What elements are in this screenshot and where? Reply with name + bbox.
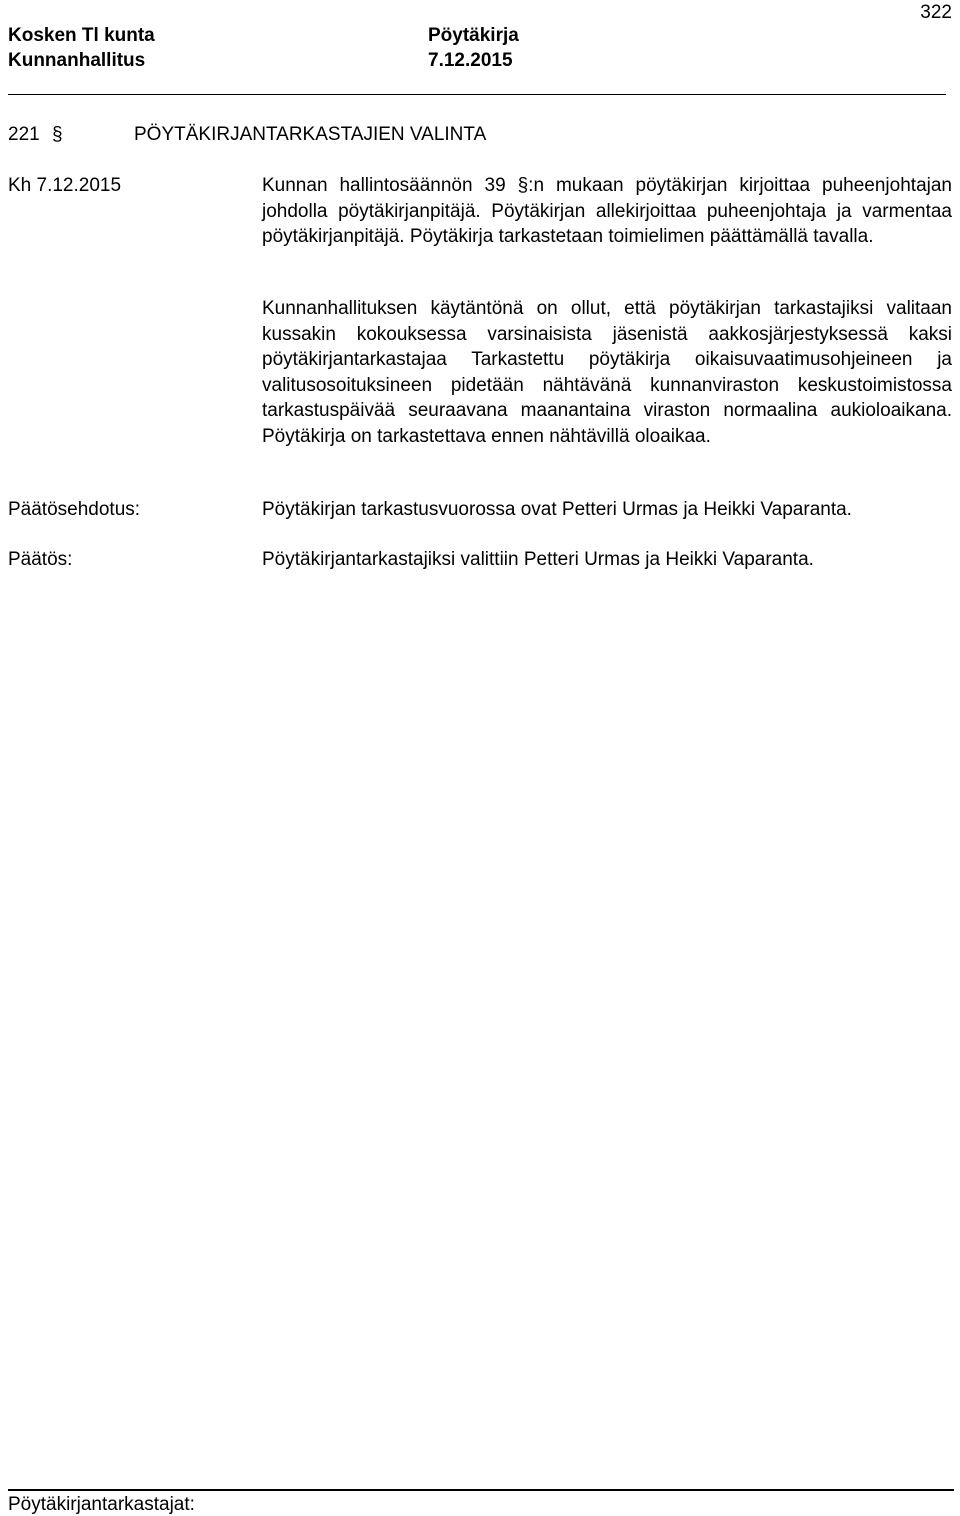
header-organization: Kosken Tl kunta	[8, 25, 155, 46]
paragraph-2: Kunnanhallituksen käytäntönä on ollut, että pöytäkirjan tarkastajiksi valitaan kussakin kokouksessa varsinaisista jäsenistä aakkosjärjestyksessä kaksi pöytäkirjantarkastajaa Tarkastettu pöytäkirja oikaisuvaatimusohjeineen ja valitusosoituksineen pidetään nähtävänä kunnanviraston keskustoimistossa tarkastuspäivää seuraavana maanantaina viraston normaalina aukioloaikana. Pöytäkirja on tarkastettava ennen nähtävillä oloaikaa.	[262, 298, 952, 447]
meeting-reference: Kh 7.12.2015	[8, 175, 122, 196]
footer-label: Pöytäkirjantarkastajat:	[8, 1494, 195, 1515]
proposal-text: Pöytäkirjan tarkastusvuorossa ovat Petteri Urmas ja Heikki Vaparanta.	[262, 499, 852, 520]
header-doc-type: Pöytäkirja	[428, 25, 519, 46]
decision-text: Pöytäkirjantarkastajiksi valittiin Petteri Urmas ja Heikki Vaparanta.	[262, 549, 814, 570]
section-title: PÖYTÄKIRJANTARKASTAJIEN VALINTA	[134, 124, 487, 145]
proposal-label: Päätösehdotus:	[8, 499, 141, 520]
paragraph-1: Kunnan hallintosäännön 39 §:n mukaan pöytäkirjan kirjoittaa puheenjohtajan johdolla pöytäkirjanpitäjä. Pöytäkirjan allekirjoittaa puheenjohtaja ja varmentaa pöytäkirjanpitäjä. Pöytäkirja tarkastetaan toimielimen päättämällä tavalla.	[262, 175, 952, 247]
section-heading	[8, 122, 486, 147]
header-date: 7.12.2015	[428, 50, 513, 71]
header-body: Kunnanhallitus	[8, 50, 146, 71]
header-divider	[8, 94, 946, 95]
section-number: 221	[8, 124, 40, 145]
decision-label: Päätös:	[8, 549, 73, 570]
footer-divider	[8, 1489, 954, 1491]
section-symbol: §	[52, 124, 63, 145]
page-number: 322	[920, 2, 952, 23]
